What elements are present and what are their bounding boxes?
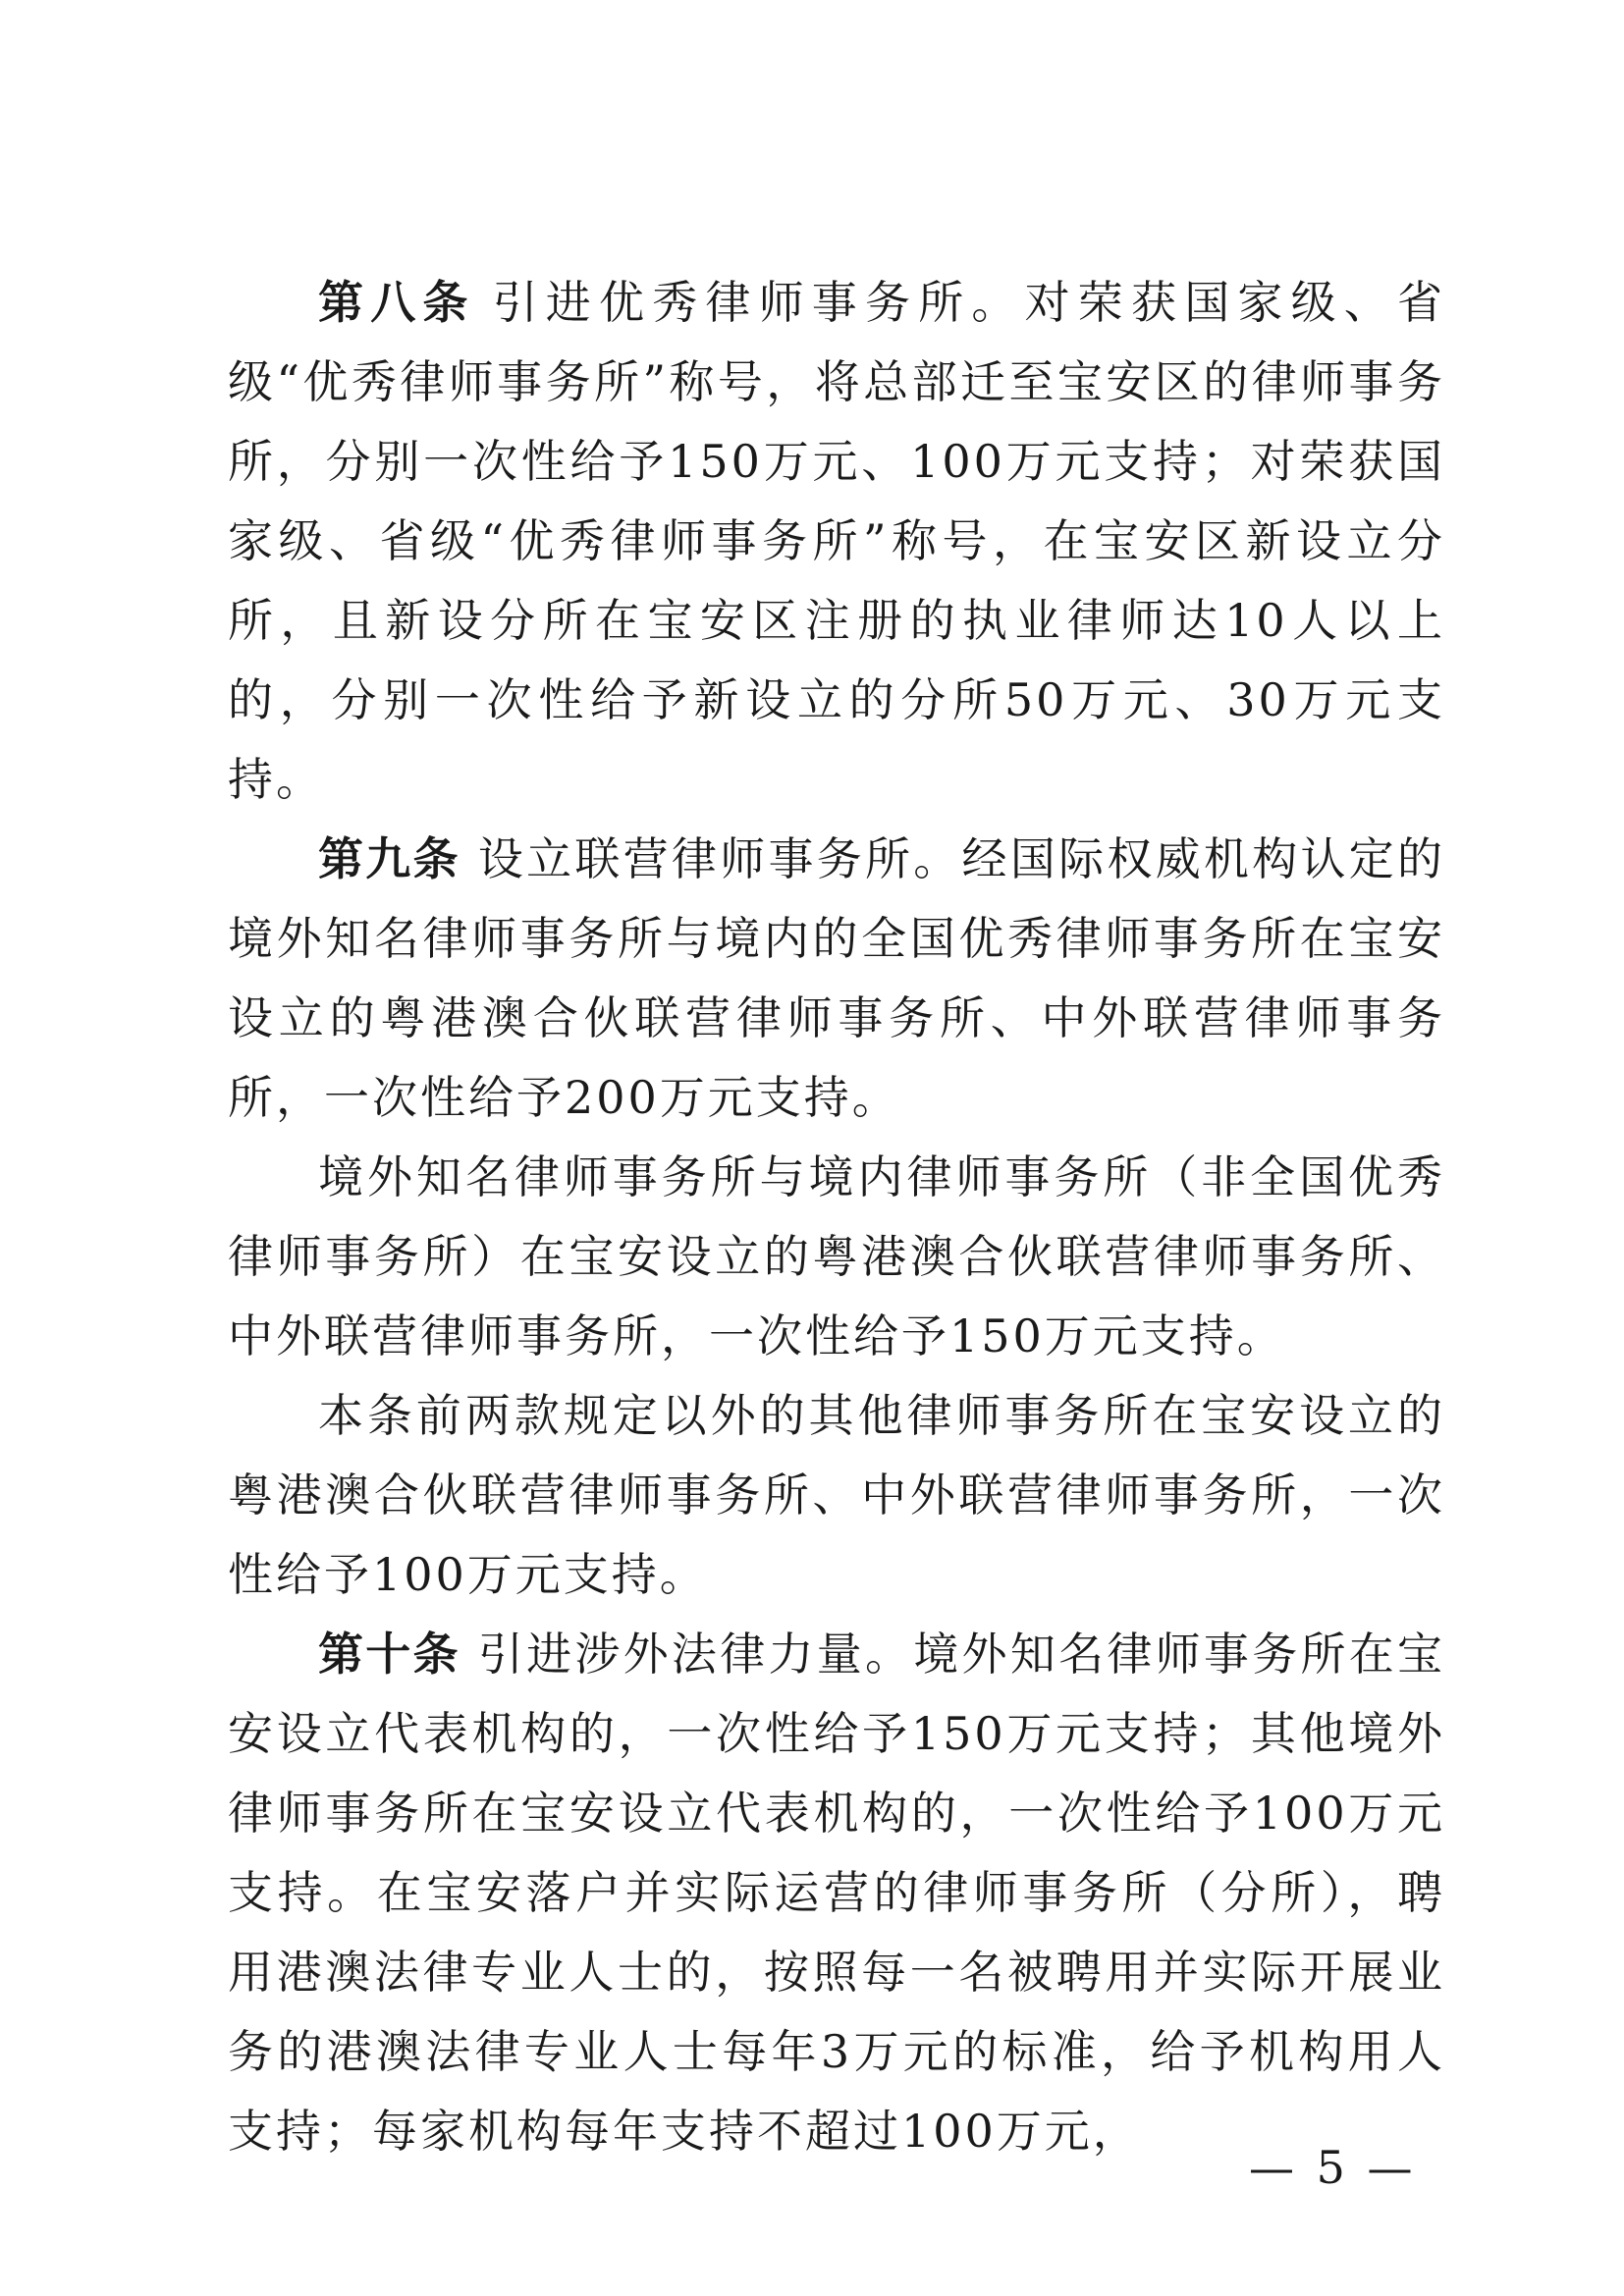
article-8-heading: 第八条 <box>318 276 475 329</box>
document-body <box>228 263 1445 2171</box>
article-9-clause-2 <box>228 1138 1445 1376</box>
article-9-paragraph <box>228 820 1445 1138</box>
article-10-heading: 第十条 <box>318 1628 460 1681</box>
article-8-paragraph <box>228 263 1445 820</box>
article-10-text: 引进涉外法律力量。境外知名律师事务所在宝安设立代表机构的，一次性给予150万元支持；其他境外律师事务所在宝安设立代表机构的，一次性给予100万元支持。在宝安落户并实际运营的律师事务所（分所），聘用港澳法律专业人士的，按照每一名被聘用并实际开展业务的港澳法律专业人士每年3万元的标准，给予机构用人支持；每家机构每年支持不超过100万元， <box>228 1628 1446 2158</box>
article-9-text: 设立联营律师事务所。经国际权威机构认定的境外知名律师事务所与境内的全国优秀律师事务所在宝安设立的粤港澳合伙联营律师事务所、中外联营律师事务所，一次性给予200万元支持。 <box>228 832 1446 1124</box>
article-9-heading: 第九条 <box>318 832 460 885</box>
page-number: — 5 — <box>1249 2141 1417 2194</box>
article-10-paragraph <box>228 1615 1445 2171</box>
article-9-clause-3 <box>228 1376 1445 1615</box>
article-8-text: 引进优秀律师事务所。对荣获国家级、省级“优秀律师事务所”称号，将总部迁至宝安区的律师事务所，分别一次性给予150万元、100万元支持；对荣获国家级、省级“优秀律师事务所”称号，在宝安区新设立分所，且新设分所在宝安区注册的执业律师达10人以上的，分别一次性给予新设立的分所50万元、30万元支持。 <box>228 276 1446 806</box>
article-9-clause-3-text: 本条前两款规定以外的其他律师事务所在宝安设立的粤港澳合伙联营律师事务所、中外联营律师事务所，一次性给予100万元支持。 <box>228 1389 1445 1601</box>
article-9-clause-2-text: 境外知名律师事务所与境内律师事务所（非全国优秀律师事务所）在宝安设立的粤港澳合伙联营律师事务所、中外联营律师事务所，一次性给予150万元支持。 <box>228 1150 1445 1362</box>
